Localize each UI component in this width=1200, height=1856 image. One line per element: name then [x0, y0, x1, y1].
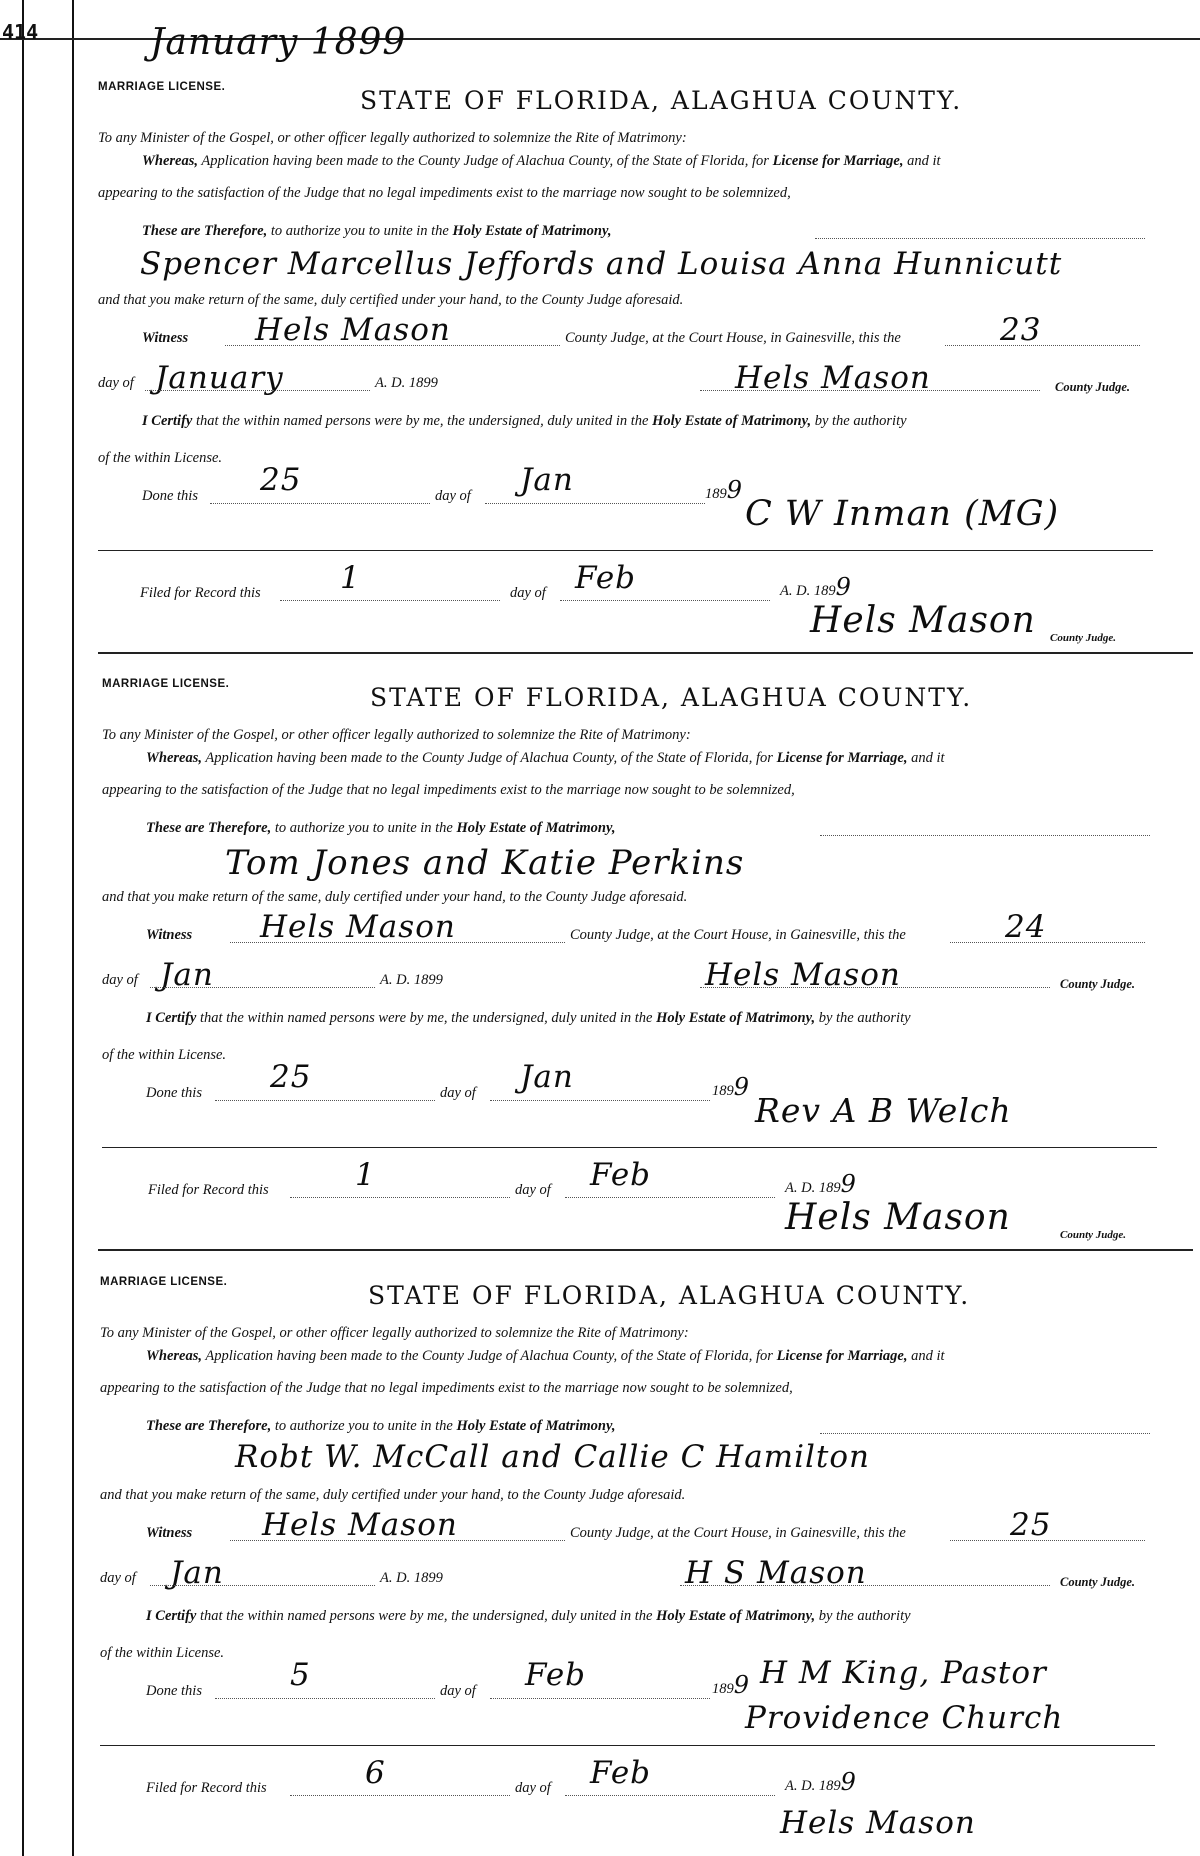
county-judge-small: County Judge. — [1050, 632, 1117, 644]
dotted-rule — [150, 987, 375, 988]
section-divider — [98, 1249, 1193, 1251]
dotted-rule — [950, 942, 1145, 943]
dotted-rule — [700, 987, 1050, 988]
day-of-label: day of — [435, 488, 471, 504]
these-text: to authorize you to unite in the — [270, 223, 449, 239]
license-label: MARRIAGE LICENSE. — [102, 678, 230, 690]
officiant-signature: H M King, Pastor — [760, 1655, 1047, 1691]
month-heading: January 1899 — [150, 22, 407, 63]
whereas-line — [142, 153, 941, 170]
certify-line — [146, 1010, 911, 1027]
holy-estate: Holy Estate of Matrimony, — [456, 1418, 616, 1434]
dotted-rule — [815, 238, 1145, 239]
section-divider — [98, 652, 1193, 654]
license-words: License for Marriage, — [776, 750, 908, 766]
judge-signature: H S Mason — [685, 1555, 867, 1591]
court-house-line: County Judge, at the Court House, in Gainesville, this the — [570, 927, 906, 943]
year-prefix: 189 — [705, 486, 727, 502]
filed-month: Feb — [590, 1755, 652, 1791]
certify-word: I Certify — [142, 413, 193, 429]
filed-signature: Hels Mason — [810, 600, 1036, 641]
filed-day: 1 — [340, 560, 361, 596]
license-label: MARRIAGE LICENSE. — [100, 1276, 228, 1288]
done-this-label: Done this — [146, 1085, 202, 1101]
holy-estate: Holy Estate of Matrimony, — [656, 1608, 816, 1624]
these-are-line — [146, 1418, 615, 1435]
by-authority: by the authority — [814, 413, 907, 429]
ad-prefix: A. D. 189 — [785, 1180, 841, 1196]
filed-month: Feb — [575, 560, 637, 596]
year-prefix: 189 — [712, 1083, 734, 1099]
done-year — [712, 1671, 750, 1699]
officiant-signature: Rev A B Welch — [755, 1091, 1012, 1130]
day-of-label: day of — [98, 375, 134, 391]
year-digit: 9 — [733, 1073, 751, 1101]
filed-day: 1 — [355, 1157, 376, 1193]
whereas-line-2: appearing to the satisfaction of the Judge that no legal impediments exist to the marriage now sought to be solemnized, — [98, 185, 791, 201]
done-month: Feb — [525, 1657, 587, 1693]
judge-signature: Hels Mason — [705, 957, 901, 993]
certify-text: that the within named persons were by me, the undersigned, duly united in the — [195, 413, 649, 429]
year-digit: 9 — [840, 1768, 857, 1796]
ad-year: A. D. 1899 — [380, 1570, 443, 1586]
entry-rule — [100, 1745, 1155, 1746]
return-line: and that you make return of the same, duly certified under your hand, to the County Judge aforesaid. — [98, 292, 684, 308]
entry-rule — [102, 1147, 1157, 1148]
whereas-text: Application having been made to the County Judge of Alachua County, of the State of Florida, for — [201, 153, 769, 169]
these-text: to authorize you to unite in the — [274, 1418, 453, 1434]
whereas-text: Application having been made to the County Judge of Alachua County, of the State of Florida, for — [205, 1348, 773, 1364]
return-line: and that you make return of the same, duly certified under your hand, to the County Judge aforesaid. — [102, 889, 688, 905]
done-this-label: Done this — [146, 1683, 202, 1699]
witness-signature: Hels Mason — [262, 1507, 458, 1543]
couple-names: Tom Jones and Katie Perkins — [225, 843, 745, 883]
filed-for-record-label: Filed for Record this — [146, 1780, 267, 1796]
certify-line — [142, 413, 907, 430]
dotted-rule — [565, 1795, 775, 1796]
to-minister-line: To any Minister of the Gospel, or other officer legally authorized to solemnize the Rite of Matrimony: — [98, 130, 687, 146]
filed-day: 6 — [365, 1755, 386, 1791]
ad-prefix: A. D. 189 — [785, 1778, 841, 1794]
whereas-line — [146, 1348, 945, 1365]
these-word: These are Therefore, — [146, 820, 272, 836]
dotted-rule — [490, 1698, 710, 1699]
dotted-rule — [150, 1585, 375, 1586]
done-day: 5 — [290, 1657, 311, 1693]
license-words: License for Marriage, — [772, 153, 904, 169]
these-text: to authorize you to unite in the — [274, 820, 453, 836]
these-are-line — [146, 820, 615, 837]
filed-signature: Hels Mason — [785, 1197, 1011, 1238]
these-word: These are Therefore, — [146, 1418, 272, 1434]
done-this-label: Done this — [142, 488, 198, 504]
whereas-line — [146, 750, 945, 767]
witness-signature: Hels Mason — [255, 312, 451, 348]
issued-day: 23 — [1000, 312, 1042, 348]
day-of-label: day of — [510, 585, 546, 601]
court-house-line: County Judge, at the Court House, in Gainesville, this the — [565, 330, 901, 346]
filed-for-record-label: Filed for Record this — [140, 585, 261, 601]
done-day: 25 — [260, 462, 302, 498]
judge-signature: Hels Mason — [735, 360, 931, 396]
done-year — [712, 1073, 750, 1101]
dotted-rule — [280, 600, 500, 601]
day-of-label: day of — [515, 1182, 551, 1198]
holy-estate: Holy Estate of Matrimony, — [452, 223, 612, 239]
holy-estate: Holy Estate of Matrimony, — [456, 820, 616, 836]
county-judge-label: County Judge. — [1060, 1575, 1136, 1589]
couple-names: Robt W. McCall and Callie C Hamilton — [235, 1439, 870, 1475]
filed-year — [785, 1170, 857, 1198]
dotted-rule — [485, 503, 705, 504]
witness-word: Witness — [146, 1525, 193, 1541]
dotted-rule — [230, 942, 565, 943]
license-label: MARRIAGE LICENSE. — [98, 81, 226, 93]
whereas-line-2: appearing to the satisfaction of the Judge that no legal impediments exist to the marriage now sought to be solemnized, — [102, 782, 795, 798]
by-authority: by the authority — [818, 1010, 911, 1026]
and-it: and it — [907, 153, 941, 169]
dotted-rule — [565, 1197, 775, 1198]
dotted-rule — [700, 390, 1040, 391]
page-number: 414 — [2, 20, 39, 44]
dotted-rule — [215, 1698, 435, 1699]
dotted-rule — [210, 503, 430, 504]
of-license-line: of the within License. — [98, 450, 223, 466]
holy-estate: Holy Estate of Matrimony, — [652, 413, 812, 429]
issued-day: 24 — [1005, 909, 1047, 945]
these-are-line — [142, 223, 611, 240]
done-year — [705, 476, 743, 504]
whereas-word: Whereas, — [142, 153, 198, 169]
issued-month: January — [155, 360, 284, 396]
county-judge-label: County Judge. — [1055, 380, 1131, 394]
done-day: 25 — [270, 1059, 312, 1095]
state-title: STATE OF FLORIDA, ALAGHUA COUNTY. — [368, 1281, 971, 1310]
these-word: These are Therefore, — [142, 223, 268, 239]
filed-for-record-label: Filed for Record this — [148, 1182, 269, 1198]
dotted-rule — [560, 600, 770, 601]
filed-signature: Hels Mason — [780, 1805, 976, 1841]
county-judge-label: County Judge. — [1060, 977, 1136, 991]
county-judge-small: County Judge. — [1060, 1229, 1127, 1241]
license-words: License for Marriage, — [776, 1348, 908, 1364]
filed-year — [785, 1768, 857, 1796]
left-margin-rule-inner — [72, 0, 74, 1856]
dotted-rule — [680, 1585, 1050, 1586]
year-digit: 9 — [840, 1170, 857, 1198]
by-authority: by the authority — [818, 1608, 911, 1624]
filed-year — [780, 573, 852, 601]
whereas-word: Whereas, — [146, 750, 202, 766]
dotted-rule — [145, 390, 370, 391]
whereas-word: Whereas, — [146, 1348, 202, 1364]
issued-day: 25 — [1010, 1507, 1052, 1543]
dotted-rule — [215, 1100, 435, 1101]
officiant-church: Providence Church — [745, 1700, 1064, 1736]
and-it: and it — [911, 750, 945, 766]
dotted-rule — [230, 1540, 565, 1541]
ad-year: A. D. 1899 — [375, 375, 438, 391]
year-digit: 9 — [726, 476, 744, 504]
day-of-label: day of — [440, 1683, 476, 1699]
done-month: Jan — [520, 1059, 574, 1095]
state-title: STATE OF FLORIDA, ALAGHUA COUNTY. — [370, 683, 973, 712]
witness-word: Witness — [142, 330, 189, 346]
year-digit: 9 — [733, 1671, 751, 1699]
of-license-line: of the within License. — [100, 1645, 225, 1661]
and-it: and it — [911, 1348, 945, 1364]
dotted-rule — [290, 1197, 510, 1198]
officiant-signature: C W Inman (MG) — [745, 494, 1060, 534]
certify-text: that the within named persons were by me, the undersigned, duly united in the — [199, 1010, 653, 1026]
year-digit: 9 — [835, 573, 852, 601]
issued-month: Jan — [170, 1555, 224, 1591]
day-of-label: day of — [440, 1085, 476, 1101]
day-of-label: day of — [100, 1570, 136, 1586]
dotted-rule — [225, 345, 560, 346]
state-title: STATE OF FLORIDA, ALAGHUA COUNTY. — [360, 86, 963, 115]
certify-word: I Certify — [146, 1608, 197, 1624]
certify-text: that the within named persons were by me, the undersigned, duly united in the — [199, 1608, 653, 1624]
whereas-line-2: appearing to the satisfaction of the Judge that no legal impediments exist to the marriage now sought to be solemnized, — [100, 1380, 793, 1396]
issued-month: Jan — [160, 957, 214, 993]
filed-month: Feb — [590, 1157, 652, 1193]
whereas-text: Application having been made to the County Judge of Alachua County, of the State of Florida, for — [205, 750, 773, 766]
to-minister-line: To any Minister of the Gospel, or other officer legally authorized to solemnize the Rite of Matrimony: — [102, 727, 691, 743]
day-of-label: day of — [515, 1780, 551, 1796]
ad-year: A. D. 1899 — [380, 972, 443, 988]
ad-prefix: A. D. 189 — [780, 583, 836, 599]
couple-names: Spencer Marcellus Jeffords and Louisa Anna Hunnicutt — [140, 246, 1063, 282]
year-prefix: 189 — [712, 1681, 734, 1697]
left-margin-rule — [22, 0, 24, 1856]
of-license-line: of the within License. — [102, 1047, 227, 1063]
witness-signature: Hels Mason — [260, 909, 456, 945]
holy-estate: Holy Estate of Matrimony, — [656, 1010, 816, 1026]
to-minister-line: To any Minister of the Gospel, or other officer legally authorized to solemnize the Rite of Matrimony: — [100, 1325, 689, 1341]
dotted-rule — [945, 345, 1140, 346]
day-of-label: day of — [102, 972, 138, 988]
certify-line — [146, 1608, 911, 1625]
dotted-rule — [820, 835, 1150, 836]
dotted-rule — [490, 1100, 710, 1101]
entry-rule — [98, 550, 1153, 551]
dotted-rule — [290, 1795, 510, 1796]
dotted-rule — [820, 1433, 1150, 1434]
court-house-line: County Judge, at the Court House, in Gainesville, this the — [570, 1525, 906, 1541]
witness-word: Witness — [146, 927, 193, 943]
done-month: Jan — [520, 462, 574, 498]
return-line: and that you make return of the same, duly certified under your hand, to the County Judge aforesaid. — [100, 1487, 686, 1503]
certify-word: I Certify — [146, 1010, 197, 1026]
